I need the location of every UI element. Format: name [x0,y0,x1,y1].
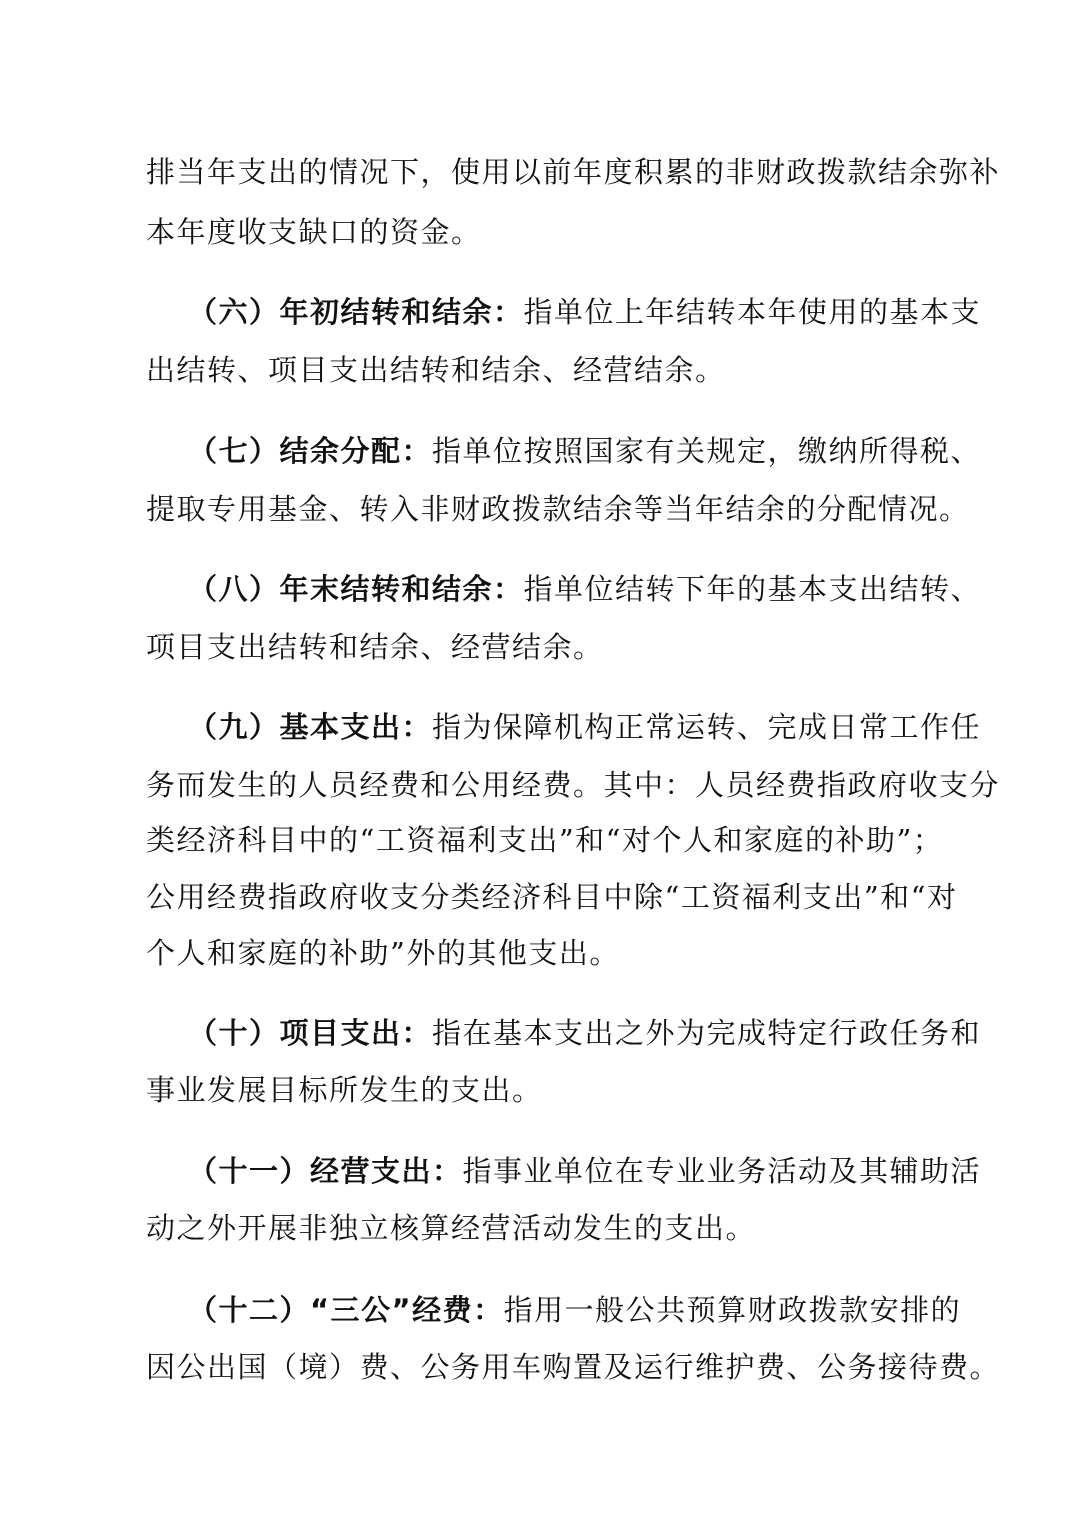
text-line: 务而发生的人员经费和公用经费。其中：人员经费指政府收支分 [146,768,1001,802]
text-line: 项目支出结转和结余、经营结余。 [146,630,604,664]
text-line: 动之外开展非独立核算经营活动发生的支出。 [146,1211,757,1245]
term-heading: （十）项目支出： [188,1016,433,1050]
term-heading: （十一）经营支出： [188,1154,463,1188]
term-heading: （八）年末结转和结余： [188,572,524,606]
term-heading: （七）结余分配： [188,434,433,468]
paragraph-six [188,292,1018,332]
text-line: 本年度收支缺口的资金。 [146,215,482,249]
term-heading: （六）年初结转和结余： [188,295,524,329]
term-definition: 指单位上年结转本年使用的基本支 [523,295,982,329]
term-definition: 指为保障机构正常运转、完成日常工作任 [432,710,982,744]
text-line: 类经济科目中的“工资福利支出”和“对个人和家庭的补助”； [146,823,944,857]
paragraph-eleven [188,1151,1018,1191]
term-definition: 指在基本支出之外为完成特定行政任务和 [432,1016,982,1050]
paragraph-nine [188,707,1018,747]
text-line: 排当年支出的情况下，使用以前年度积累的非财政拨款结余弥补 [146,155,1001,189]
term-heading: （十二）“三公”经费： [188,1293,504,1327]
text-line: 因公出国（境）费、公务用车购置及运行维护费、公务接待费。 [146,1350,1001,1384]
term-definition: 指事业单位在专业业务活动及其辅助活 [462,1154,982,1188]
term-definition: 指用一般公共预算财政拨款安排的 [503,1293,962,1327]
term-heading: （九）基本支出： [188,710,433,744]
paragraph-twelve [188,1290,1018,1330]
text-line: 事业发展目标所发生的支出。 [146,1073,543,1107]
term-definition: 指单位结转下年的基本支出结转、 [523,572,982,606]
paragraph-seven [188,431,1018,471]
paragraph-ten [188,1013,1018,1053]
text-line: 出结转、项目支出结转和结余、经营结余。 [146,353,726,387]
text-line: 提取专用基金、转入非财政拨款结余等当年结余的分配情况。 [146,492,970,526]
term-definition: 指单位按照国家有关规定，缴纳所得税、 [432,434,982,468]
text-line: 个人和家庭的补助”外的其他支出。 [146,936,620,970]
paragraph-eight [188,569,1018,609]
text-line: 公用经费指政府收支分类经济科目中除“工资福利支出”和“对 [146,880,958,914]
